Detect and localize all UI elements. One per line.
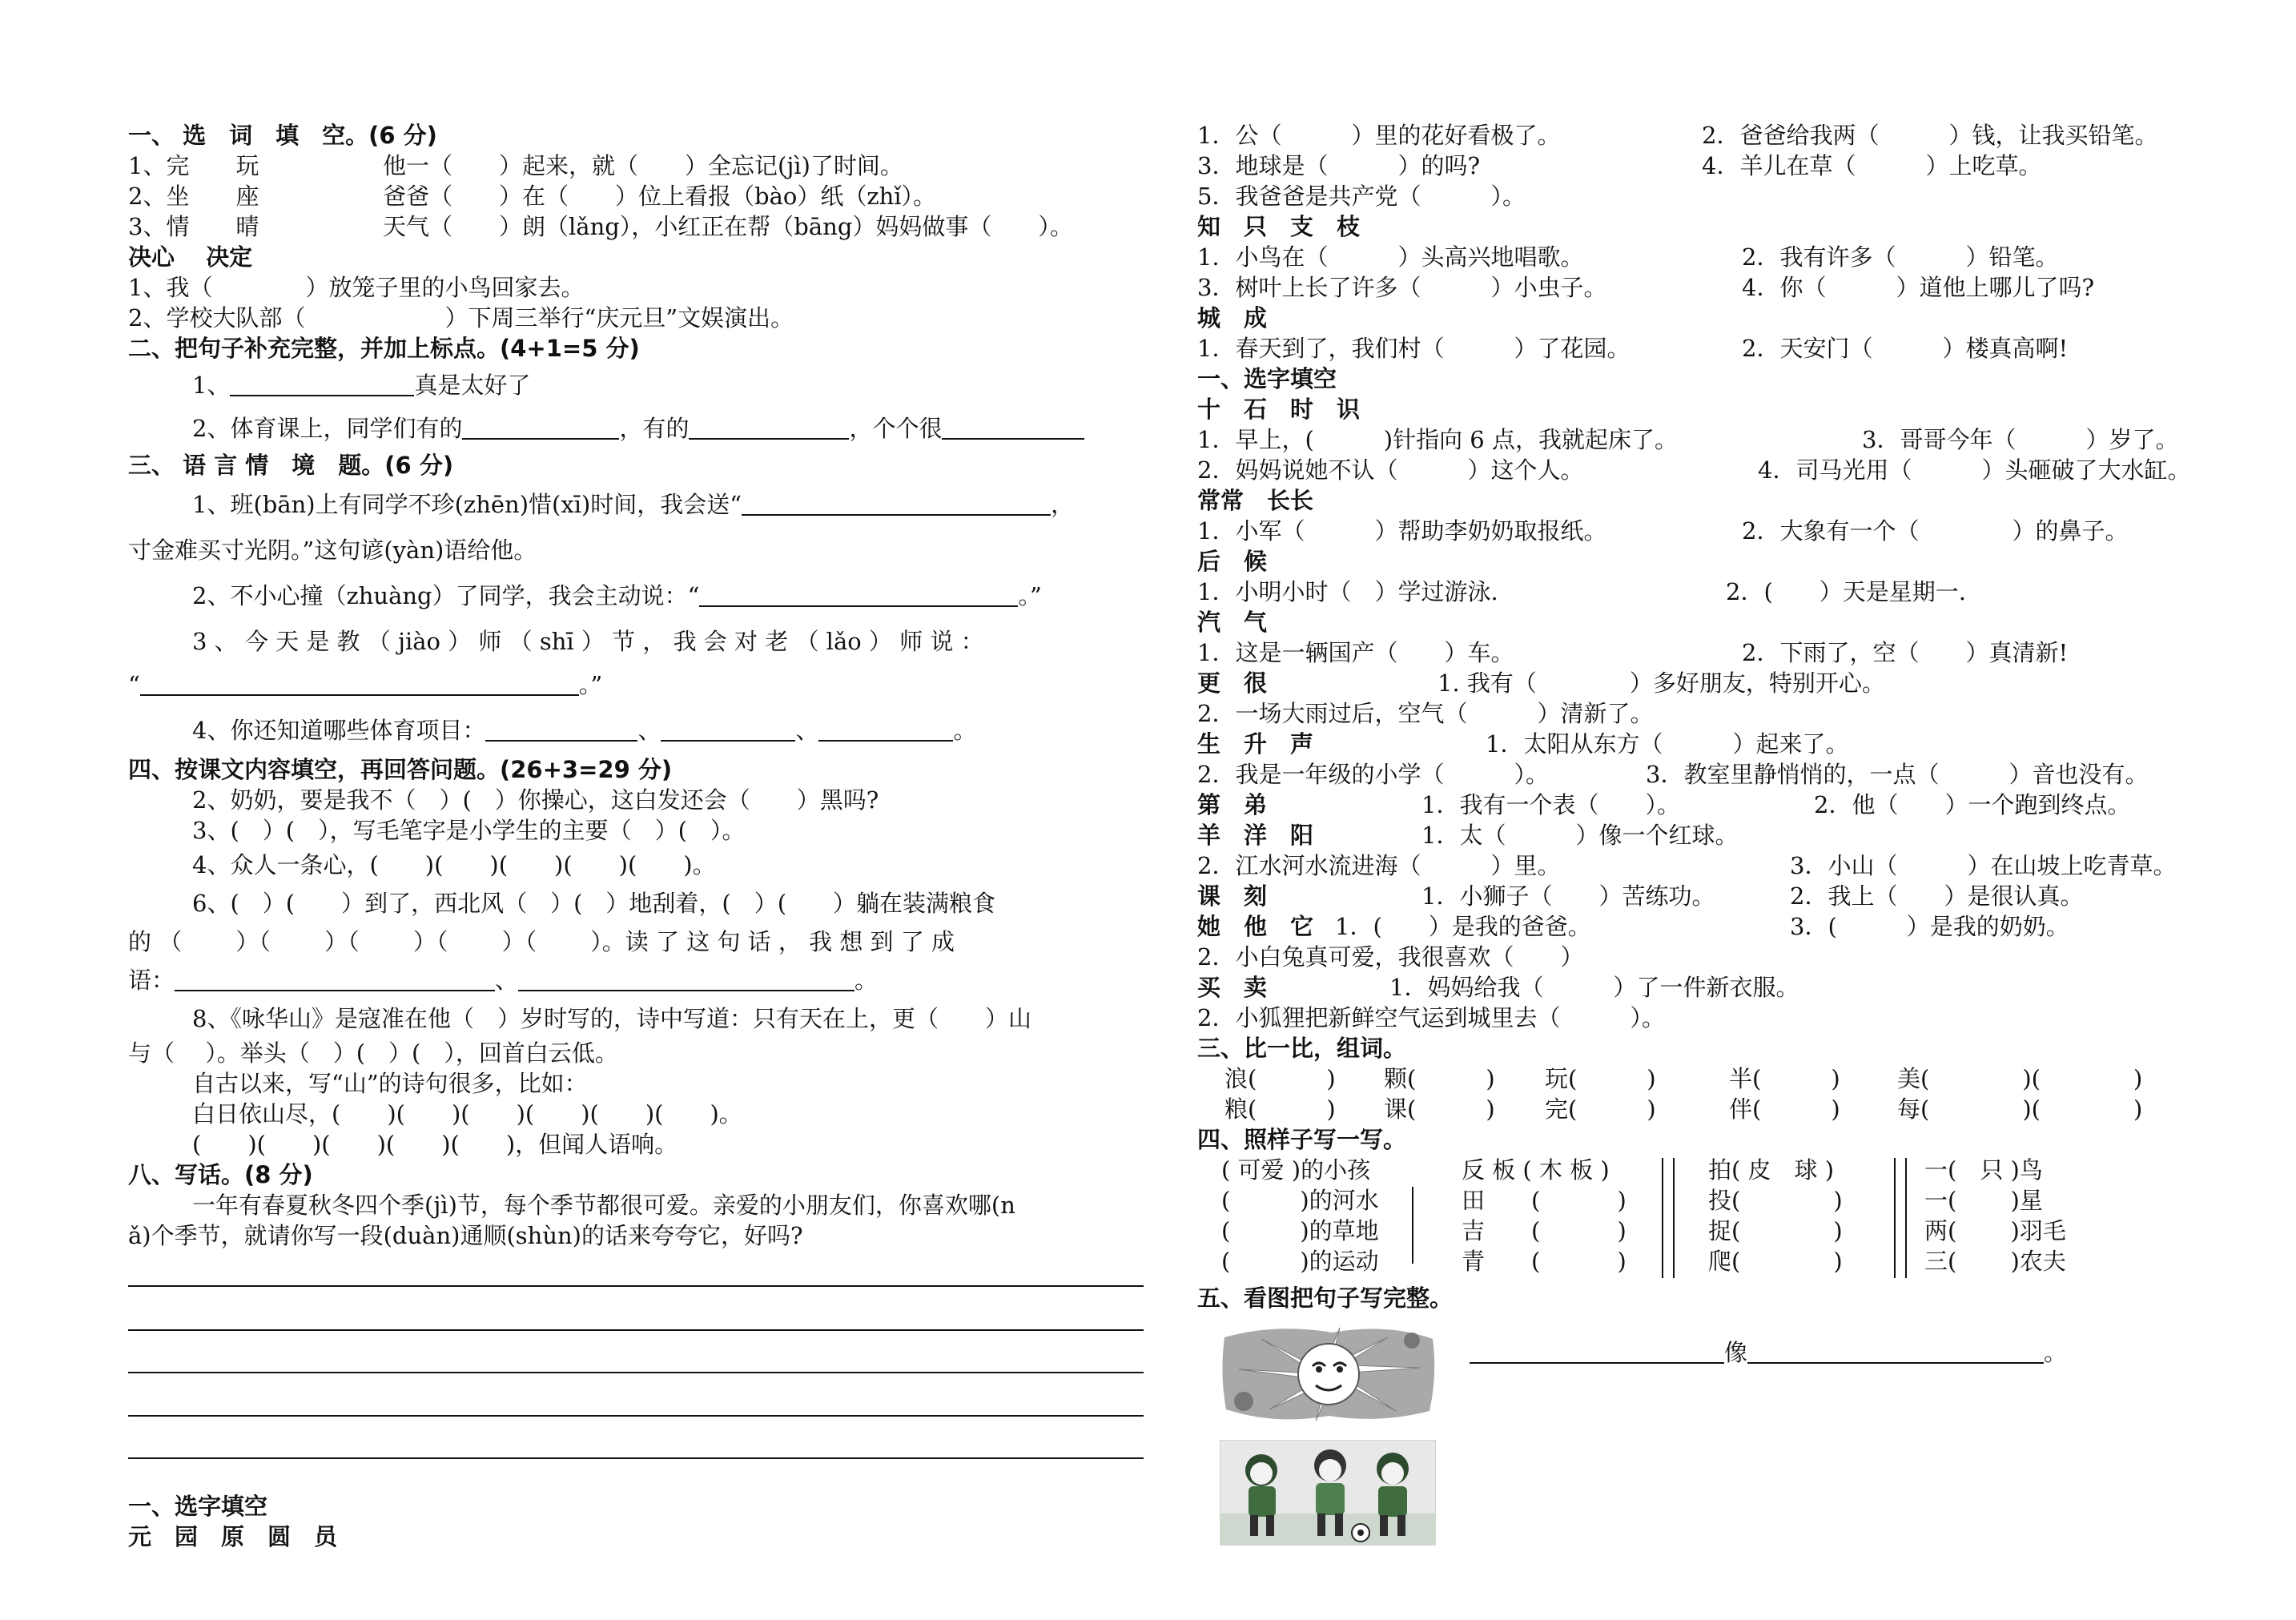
picture-sentence-end: 。	[2044, 1339, 2068, 1366]
pattern-item: ( )的运动	[1221, 1248, 1379, 1275]
r-q-1: 1．公（ ）里的花好看极了。	[1197, 122, 1561, 149]
left-column	[128, 120, 1153, 1552]
s3-q4-blank-1[interactable]	[485, 718, 637, 742]
r-q-ta-1: 1．( ）是我的爸爸。	[1335, 913, 1591, 940]
r-line-3: 5．我爸爸是共产党（ ）。	[1197, 183, 1526, 210]
s4-idiom-blank-1[interactable]	[175, 967, 495, 991]
group-divider	[1412, 1187, 1413, 1264]
s4-idiom-blank-2[interactable]	[518, 967, 854, 991]
r-q-yang-2: 2．江水河水流进海（ ）里。	[1197, 852, 1561, 879]
r-q-di-1: 1．我有一个表（ ）。	[1421, 791, 1680, 818]
picture-sentence	[1470, 1337, 2067, 1368]
s4-line-6-a: 语：	[128, 967, 175, 994]
r-q-geng-1: 1. 我有（ ）多好朋友，特别开心。	[1438, 669, 1885, 697]
s2-q2-blank-3[interactable]	[942, 416, 1084, 440]
r-head-ta: 她 他 它	[1197, 913, 1314, 940]
pattern-group-2	[1462, 1155, 1627, 1276]
r-q-cheng-2: 2．天安门（ ）楼真高啊!	[1742, 335, 2069, 362]
s2-q1-pre: 1、	[192, 372, 231, 399]
r-line-20	[1197, 911, 2230, 942]
group-divider	[1894, 1158, 1896, 1278]
r-head-hou: 后 候	[1197, 548, 1268, 575]
r-line-10	[1197, 577, 2230, 607]
r-head-qi: 汽 气	[1197, 609, 1268, 636]
pattern-item: 三( )农夫	[1924, 1248, 2066, 1275]
r-q-zhi-1: 1．小鸟在（ ）头高兴地唱歌。	[1197, 243, 1584, 271]
s1-q2: 2、学校大队部（ ）下周三举行“庆元旦”文娱演出。	[128, 304, 794, 332]
r-head-zhi: 知 只 支 枝	[1197, 213, 1361, 240]
pattern-item: ( )的河水	[1221, 1187, 1379, 1214]
r-q-sheng-1: 1．太阳从东方（ ）起来了。	[1486, 730, 1849, 758]
r-q-qi-2: 2．下雨了，空（ ）真清新!	[1742, 639, 2069, 666]
r-title-4: 四、照样子写一写。	[1197, 1126, 1407, 1153]
pattern-item: 两( )羽毛	[1924, 1217, 2066, 1244]
s3-q3-open: “	[128, 671, 140, 698]
pattern-item: 一( )星	[1924, 1187, 2043, 1214]
s4-line-8: 与（ ）。举头（ ）( ）( ），回首白云低。	[128, 1039, 618, 1067]
compare-item: 每( )( )	[1897, 1095, 2143, 1123]
s3-q4-sep-1: 、	[637, 717, 661, 744]
s3-q3-answer	[128, 663, 1153, 706]
s1-row-2	[128, 181, 1153, 211]
r-q-shi-2: 2．妈妈说她不认（ ）这个人。	[1197, 456, 1584, 484]
r-line-7	[1197, 424, 2230, 455]
s4-line-9: 自古以来，写“山”的诗句很多，比如：	[192, 1070, 588, 1097]
r-q-qi-1: 1．这是一辆国产（ ）车。	[1197, 639, 1514, 666]
compare-item: 粮( )	[1224, 1095, 1336, 1123]
picture-blank-1[interactable]	[1470, 1340, 1724, 1364]
r-q-di-2: 2．他（ ）一个跑到终点。	[1814, 791, 2131, 818]
s4-line-2: 3、( ）( ），写毛笔字是小学生的主要（ ）( ）。	[192, 817, 746, 844]
s4-line-1: 2、奶奶，要是我不（ ）( ）你操心，这白发还会（ ）黑吗?	[192, 786, 879, 814]
r-q-shi-1: 1．早上，( )针指向 6 点，我就起床了。	[1197, 426, 1678, 453]
s4-line-6	[128, 961, 1153, 999]
r-head-geng: 更 很	[1197, 669, 1268, 697]
writing-line	[128, 1329, 1144, 1331]
pattern-item: 投( )	[1708, 1187, 1843, 1214]
s3-q4-blank-2[interactable]	[661, 718, 795, 742]
writing-area[interactable]	[128, 1251, 1153, 1491]
right-column	[1197, 120, 2230, 1538]
r-head-di: 第 弟	[1197, 791, 1268, 818]
s3-q1-blank[interactable]	[742, 492, 1051, 516]
s1-q1: 1、我（ ）放笼子里的小鸟回家去。	[128, 274, 585, 301]
pattern-item: 爬( )	[1708, 1248, 1843, 1275]
s4-line-6-end: 。	[854, 967, 879, 994]
s3-q2-b: 。”	[1018, 582, 1042, 609]
r-q-ta-3: 3．( ）是我的奶奶。	[1790, 913, 2069, 940]
sun-picture	[1220, 1321, 1438, 1427]
s3-q4-end: 。	[953, 717, 977, 744]
r-line-21: 2．小白兔真可爱，我很喜欢（ ）	[1197, 943, 1584, 971]
picture-sentence-mid: 像	[1724, 1339, 1748, 1366]
r-line-1	[1197, 120, 2230, 151]
r-line-8	[1197, 455, 2230, 485]
s3-q1-a: 1、班(bān)上有同学不珍(zhēn)惜(xī)时间，我会送“	[192, 491, 742, 518]
r-q-zhi-2: 2．我有许多（ ）铅笔。	[1742, 243, 2059, 271]
pattern-group-4	[1924, 1155, 2066, 1276]
s3-q3: 3 、 今 天 是 教 （ jiào ） 师 （ shī ） 节 ， 我 会 对 老 （ lǎo ） 师 说 ：	[192, 628, 984, 655]
pattern-item: 青 ( )	[1462, 1248, 1627, 1275]
r-line-14	[1197, 729, 2230, 759]
r-line-23: 2．小狐狸把新鲜空气运到城里去（ ）。	[1197, 1004, 1665, 1031]
r-q-4: 4．羊儿在草（ ）上吃草。	[1702, 152, 2042, 179]
s1-row-3-text: 天气（ ）朗（lǎng），小红正在帮（bāng）妈妈做事（ ）。	[383, 213, 1073, 240]
r-q-2: 2．爸爸给我两（ ）钱，让我买铅笔。	[1702, 122, 2158, 149]
r-head-cheng: 城 成	[1197, 304, 1268, 332]
r-q-ke-2: 2．我上（ ）是很认真。	[1790, 882, 2084, 910]
r-q-chang-2: 2．大象有一个（ ）的鼻子。	[1742, 517, 2129, 545]
compare-item: 美( )( )	[1897, 1065, 2143, 1092]
bottom-section-title: 一、选字填空	[128, 1493, 268, 1520]
r-line-16	[1197, 790, 2230, 820]
compare-row-1	[1197, 1063, 2230, 1094]
group-divider	[1905, 1158, 1907, 1278]
s2-q2-blank-1[interactable]	[462, 416, 619, 440]
s4-line-6-sep: 、	[495, 967, 519, 994]
compare-row-2	[1197, 1094, 2230, 1124]
compare-item: 浪( )	[1224, 1065, 1336, 1092]
s2-q1-post: 真是太好了	[414, 372, 531, 399]
pattern-item: ( )的草地	[1221, 1217, 1379, 1244]
s4-line-3: 4、众人一条心，( )( )( )( )( )。	[192, 851, 716, 878]
section-4-title: 四、按课文内容填空，再回答问题。(26+3=29 分)	[128, 756, 673, 783]
pattern-item: 反 板 ( 木 板 )	[1462, 1156, 1610, 1184]
section-1-title: 一、 选 词 填 空。(6 分)	[128, 122, 437, 149]
pattern-item: ( 可爱 )的小孩	[1221, 1156, 1371, 1184]
s3-q2	[128, 572, 1153, 620]
r-line-19	[1197, 881, 2230, 911]
r-q-sheng-3: 3．教室里静悄悄的，一点（ ）音也没有。	[1646, 761, 2149, 788]
r-line-5	[1197, 272, 2230, 303]
r-line-12	[1197, 668, 2230, 698]
r-q-ke-1: 1．小狮子（ ）苦练功。	[1421, 882, 1715, 910]
section-8-title: 八、写话。(8 分)	[128, 1161, 313, 1188]
r-line-13: 2．一场大雨过后，空气（ ）清新了。	[1197, 700, 1654, 727]
r-line-11	[1197, 637, 2230, 668]
pattern-item: 吉 ( )	[1462, 1217, 1627, 1244]
pattern-item: 田 ( )	[1462, 1187, 1627, 1214]
r-q-hou-2: 2．( ）天是星期一.	[1726, 578, 1966, 605]
s4-line-10: 白日依山尽，( )( )( )( )( )( )。	[192, 1100, 742, 1128]
r-line-15	[1197, 759, 2230, 790]
compare-item: 半( )	[1729, 1065, 1840, 1092]
r-line-18	[1197, 850, 2230, 881]
pattern-group-1	[1221, 1155, 1379, 1276]
r-q-3: 3．地球是（ ）的吗?	[1197, 152, 1480, 179]
s2-q1-blank[interactable]	[230, 372, 414, 396]
children-football-picture	[1220, 1440, 1436, 1546]
r-line-2	[1197, 151, 2230, 181]
bottom-chars: 元 园 原 圆 员	[128, 1523, 338, 1550]
s4-line-5: 的 （ ）（ ）（ ）（ ）（ ）。读 了 这 句 话 ， 我 想 到 了 成	[128, 928, 955, 955]
r-line-22	[1197, 972, 2230, 1003]
s3-q4-blank-3[interactable]	[818, 718, 953, 742]
r-q-shi-4: 4．司马光用（ ）头砸破了大水缸。	[1758, 456, 2191, 484]
s1-row-1	[128, 151, 1153, 181]
r-head-chang: 常常 长长	[1197, 487, 1314, 514]
r-q-zhi-3: 3．树叶上长了许多（ ）小虫子。	[1197, 274, 1607, 301]
compare-item: 课( )	[1384, 1095, 1495, 1123]
s3-q1	[128, 480, 1153, 529]
r-head-yang: 羊 洋 阳	[1197, 822, 1314, 849]
s1-row-1-pair: 1、完 玩	[128, 152, 259, 179]
s8-prompt-2: ǎ)个季节，就请你写一段(duàn)通顺(shùn)的话来夸夸它，好吗?	[128, 1222, 803, 1249]
compare-item: 伴( )	[1729, 1095, 1840, 1123]
picture-area	[1197, 1313, 2230, 1538]
s3-q3-blank[interactable]	[140, 672, 579, 696]
s3-q4	[128, 706, 1153, 754]
s4-line-4: 6、( ）( ）到了，西北风（ ）( ）地刮着，( ）( ）躺在装满粮食	[192, 890, 996, 917]
pattern-grid	[1197, 1155, 2230, 1283]
s1-row-1-text: 他一（ ）起来，就（ ）全忘记(jì)了时间。	[383, 152, 903, 179]
s1-row-2-text: 爸爸（ ）在（ ）位上看报（bào）纸（zhǐ）。	[383, 183, 937, 210]
s1-row-2-pair: 2、坐 座	[128, 183, 259, 210]
writing-line	[128, 1285, 1144, 1287]
s1-row-3-pair: 3、情 晴	[128, 213, 259, 240]
s3-q1-b: ，	[1051, 491, 1075, 518]
s3-q2-blank[interactable]	[699, 583, 1018, 607]
pattern-item: 一( 只 )鸟	[1924, 1156, 2043, 1184]
writing-line	[128, 1372, 1144, 1373]
section-2-title: 二、把句子补充完整，并加上标点。(4+1=5 分)	[128, 335, 640, 362]
s4-line-7: 8、《咏华山》是寇准在他（ ）岁时写的，诗中写道：只有天在上，更（ ）山	[192, 1005, 1031, 1032]
s8-prompt-1: 一年有春夏秋冬四个季(jì)节，每个季节都很可爱。亲爱的小朋友们，你喜欢哪(n	[192, 1192, 1015, 1219]
r-title-1: 一、选字填空	[1197, 365, 1337, 392]
r-line-4	[1197, 242, 2230, 272]
s1-pair-4: 决心 决定	[128, 243, 253, 271]
s3-q3-close: 。”	[578, 671, 603, 698]
r-q-hou-1: 1．小明小时（ ）学过游泳.	[1197, 578, 1498, 605]
r-q-chang-1: 1．小军（ ）帮助李奶奶取报纸。	[1197, 517, 1607, 545]
writing-line	[128, 1457, 1144, 1459]
s2-q2-b: ，有的	[619, 415, 690, 442]
pattern-group-3	[1708, 1155, 1843, 1276]
writing-line	[128, 1415, 1144, 1417]
s2-q2	[128, 407, 1153, 450]
group-divider	[1673, 1158, 1675, 1278]
section-3-title: 三、 语 言 情 境 题。(6 分)	[128, 452, 454, 479]
s1-row-3	[128, 211, 1153, 242]
s2-q1	[128, 364, 1153, 407]
s4-line-11: ( )( )( )( )( )，但闻人语响。	[192, 1131, 678, 1158]
r-line-6	[1197, 333, 2230, 364]
compare-item: 玩( )	[1545, 1065, 1656, 1092]
pattern-item: 拍( 皮 球 )	[1708, 1156, 1835, 1184]
r-line-9	[1197, 516, 2230, 546]
pattern-item: 捉( )	[1708, 1217, 1843, 1244]
r-head-ke: 课 刻	[1197, 882, 1268, 910]
s2-q2-a: 2、体育课上，同学们有的	[192, 415, 463, 442]
r-q-cheng-1: 1．春天到了，我们村（ ）了花园。	[1197, 335, 1631, 362]
s3-q4-a: 4、你还知道哪些体育项目：	[192, 717, 486, 744]
s3-q2-a: 2、不小心撞（zhuàng）了同学，我会主动说：“	[192, 582, 700, 609]
compare-item: 完( )	[1545, 1095, 1656, 1123]
r-q-mai-1: 1．妈妈给我（ ）了一件新衣服。	[1389, 974, 1799, 1001]
s2-q2-c: ，个个很	[849, 415, 943, 442]
r-q-sheng-2: 2．我是一年级的小学（ ）。	[1197, 761, 1549, 788]
r-line-17	[1197, 820, 2230, 850]
s3-q1-c: 寸金难买寸光阴。”这句谚(yàn)语给他。	[128, 537, 537, 564]
picture-blank-2[interactable]	[1747, 1340, 2044, 1364]
r-q-yang-1: 1．太（ ）像一个红球。	[1421, 822, 1739, 849]
r-head-mai: 买 卖	[1197, 974, 1268, 1001]
r-title-3: 三、比一比，组词。	[1197, 1035, 1407, 1062]
r-q-shi-3: 3．哥哥今年（ ）岁了。	[1862, 426, 2179, 453]
compare-item: 颗( )	[1384, 1065, 1495, 1092]
s2-q2-blank-2[interactable]	[689, 416, 849, 440]
r-head-sheng: 生 升 声	[1197, 730, 1314, 758]
group-divider	[1662, 1158, 1663, 1278]
s3-q4-sep-2: 、	[795, 717, 819, 744]
r-q-zhi-4: 4．你（ ）道他上哪儿了吗?	[1742, 274, 2094, 301]
r-head-shi: 十 石 时 识	[1197, 396, 1361, 423]
r-q-yang-3: 3．小山（ ）在山坡上吃青草。	[1790, 852, 2177, 879]
r-title-5: 五、看图把句子写完整。	[1197, 1284, 1454, 1312]
